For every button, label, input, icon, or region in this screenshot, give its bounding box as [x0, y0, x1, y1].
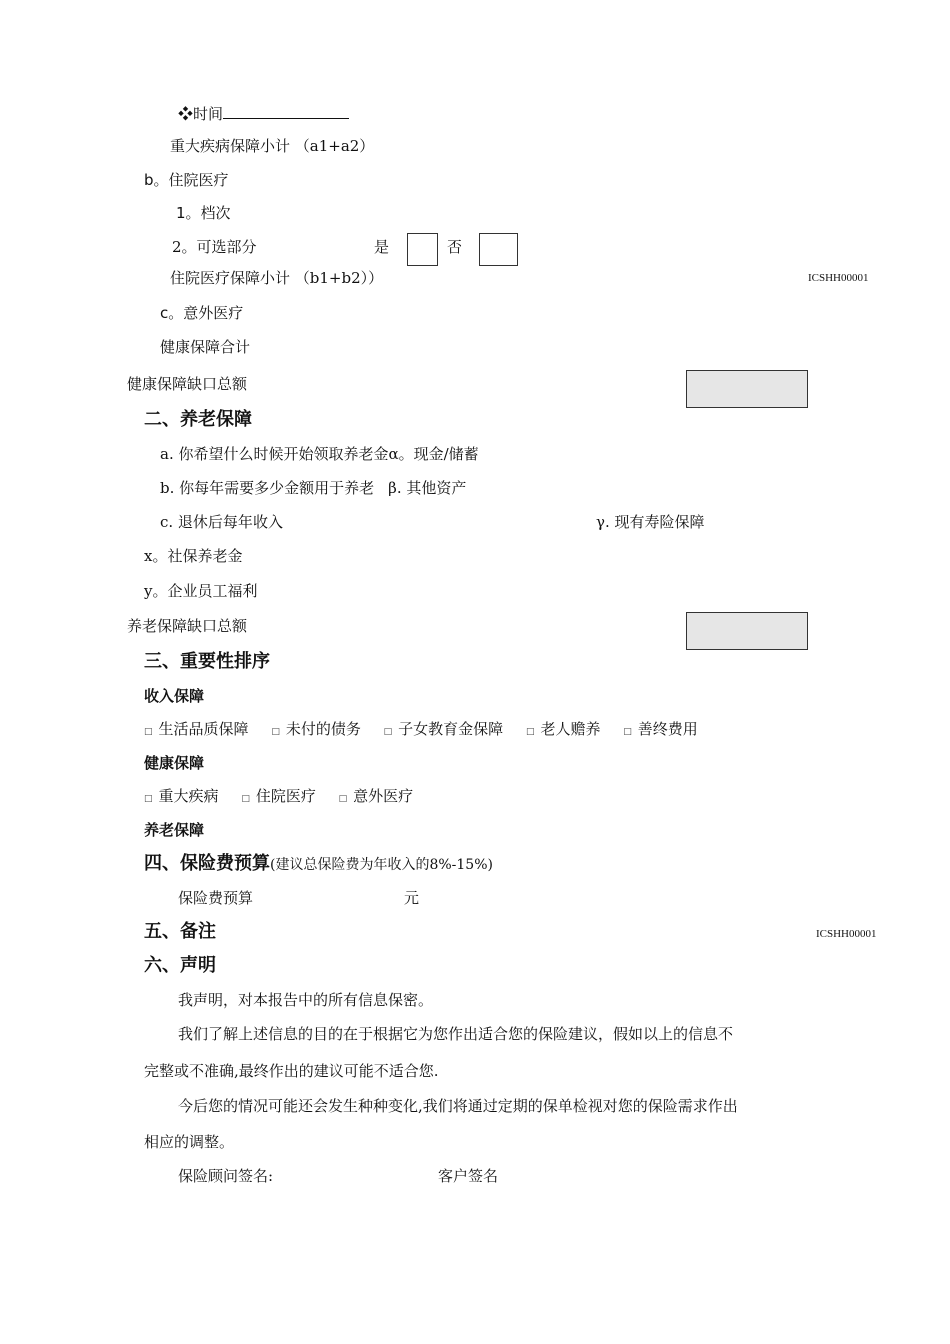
health-gap-total-label: 健康保障缺口总额 [127, 375, 248, 393]
declaration-heading: 六、声明 [144, 955, 216, 976]
checkbox-icon: □ [338, 794, 348, 804]
yes-checkbox[interactable] [407, 233, 438, 266]
health-items-row [144, 786, 431, 809]
retirement-protection-label: 养老保障 [144, 821, 205, 839]
income-protection-label: 收入保障 [144, 687, 205, 705]
checkbox-icon: □ [525, 727, 535, 737]
health-gap-total-box[interactable] [686, 370, 808, 408]
time-label: ❖时间 [178, 105, 224, 123]
health-total-label: 健康保障合计 [160, 338, 251, 356]
ranking-heading: 三、重要性排序 [144, 651, 270, 672]
checkbox-icon: □ [144, 727, 153, 737]
no-label: 否 [447, 238, 463, 256]
yes-label: 是 [374, 238, 390, 256]
hospital-medical-heading: b。住院医疗 [144, 171, 229, 189]
list-item[interactable]: □ 善终费用 [623, 720, 698, 738]
list-item[interactable]: □ 子女教育金保障 [384, 720, 504, 738]
declaration-paragraph-3-line-1: 今后您的情况可能还会发生种种变化,我们将通过定期的保单检视对您的保险需求作出 [178, 1097, 738, 1115]
budget-note: (建议总保险费为年收入的8%-15%) [270, 857, 493, 873]
remarks-heading: 五、备注 [144, 921, 216, 942]
checkbox-icon: □ [271, 727, 280, 737]
retirement-gap-total-box[interactable] [686, 612, 808, 650]
hospital-subtotal: 住院医疗保障小计 （b1+b2）） [170, 269, 384, 287]
retirement-question-a [160, 444, 479, 464]
annual-amount-question: b. 你每年需要多少金额用于养老 [160, 479, 375, 497]
retirement-question-b [160, 478, 466, 498]
list-item[interactable]: □ 生活品质保障 [144, 720, 249, 738]
checkbox-icon: □ [144, 794, 153, 804]
time-field [178, 102, 349, 124]
advisor-signature-label: 保险顾问签名: [178, 1167, 274, 1185]
time-input-line[interactable] [223, 102, 349, 119]
income-items-row [144, 719, 716, 742]
social-pension-label: x。社保养老金 [144, 547, 243, 565]
list-item[interactable]: □ 意外医疗 [339, 787, 414, 805]
cash-savings-label: α。现金/储蓄 [388, 445, 479, 463]
document-code: ICSHH00001 [816, 928, 877, 940]
declaration-paragraph-3-line-2: 相应的调整。 [144, 1133, 235, 1151]
retirement-gap-total-label: 养老保障缺口总额 [127, 617, 248, 635]
document-code: ICSHH00001 [808, 272, 869, 284]
list-item[interactable]: □ 未付的债务 [271, 720, 361, 738]
declaration-paragraph-2-line-1: 我们了解上述信息的目的在于根据它为您作出适合您的保险建议，假如以上的信息不 [178, 1025, 734, 1043]
hospital-level-label: 1。档次 [176, 204, 231, 222]
list-item[interactable]: □ 老人赡养 [526, 720, 601, 738]
checkbox-icon: □ [383, 727, 393, 737]
checkbox-icon: □ [241, 794, 250, 804]
declaration-paragraph-1: 我声明，对本报告中的所有信息保密。 [178, 991, 434, 1009]
retirement-start-question: a. 你希望什么时候开始领取养老金 [160, 445, 389, 463]
no-checkbox[interactable] [479, 233, 518, 266]
retirement-heading: 二、养老保障 [144, 409, 252, 430]
budget-unit: 元 [404, 889, 420, 907]
post-retirement-income-label: c. 退休后每年收入 [160, 513, 283, 531]
client-signature-label: 客户签名 [438, 1167, 499, 1185]
budget-label: 保险费预算 [178, 889, 254, 907]
employee-benefits-label: y。企业员工福利 [144, 582, 258, 600]
budget-heading [144, 852, 493, 876]
list-item[interactable]: □ 重大疾病 [144, 787, 219, 805]
declaration-paragraph-2-line-2: 完整或不准确,最终作出的建议可能不适合您. [144, 1062, 439, 1080]
budget-title: 四、保险费预算 [144, 853, 270, 874]
list-item[interactable]: □ 住院医疗 [241, 787, 316, 805]
existing-life-insurance-label: γ. 现有寿险保障 [596, 513, 705, 531]
health-protection-label: 健康保障 [144, 754, 205, 772]
other-assets-label: β. 其他资产 [388, 479, 467, 497]
accident-medical-heading: c。意外医疗 [160, 304, 244, 322]
checkbox-icon: □ [623, 727, 632, 737]
critical-illness-subtotal: 重大疾病保障小计 （a1+a2） [170, 137, 375, 155]
optional-part-label: 2。可选部分 [172, 238, 257, 256]
